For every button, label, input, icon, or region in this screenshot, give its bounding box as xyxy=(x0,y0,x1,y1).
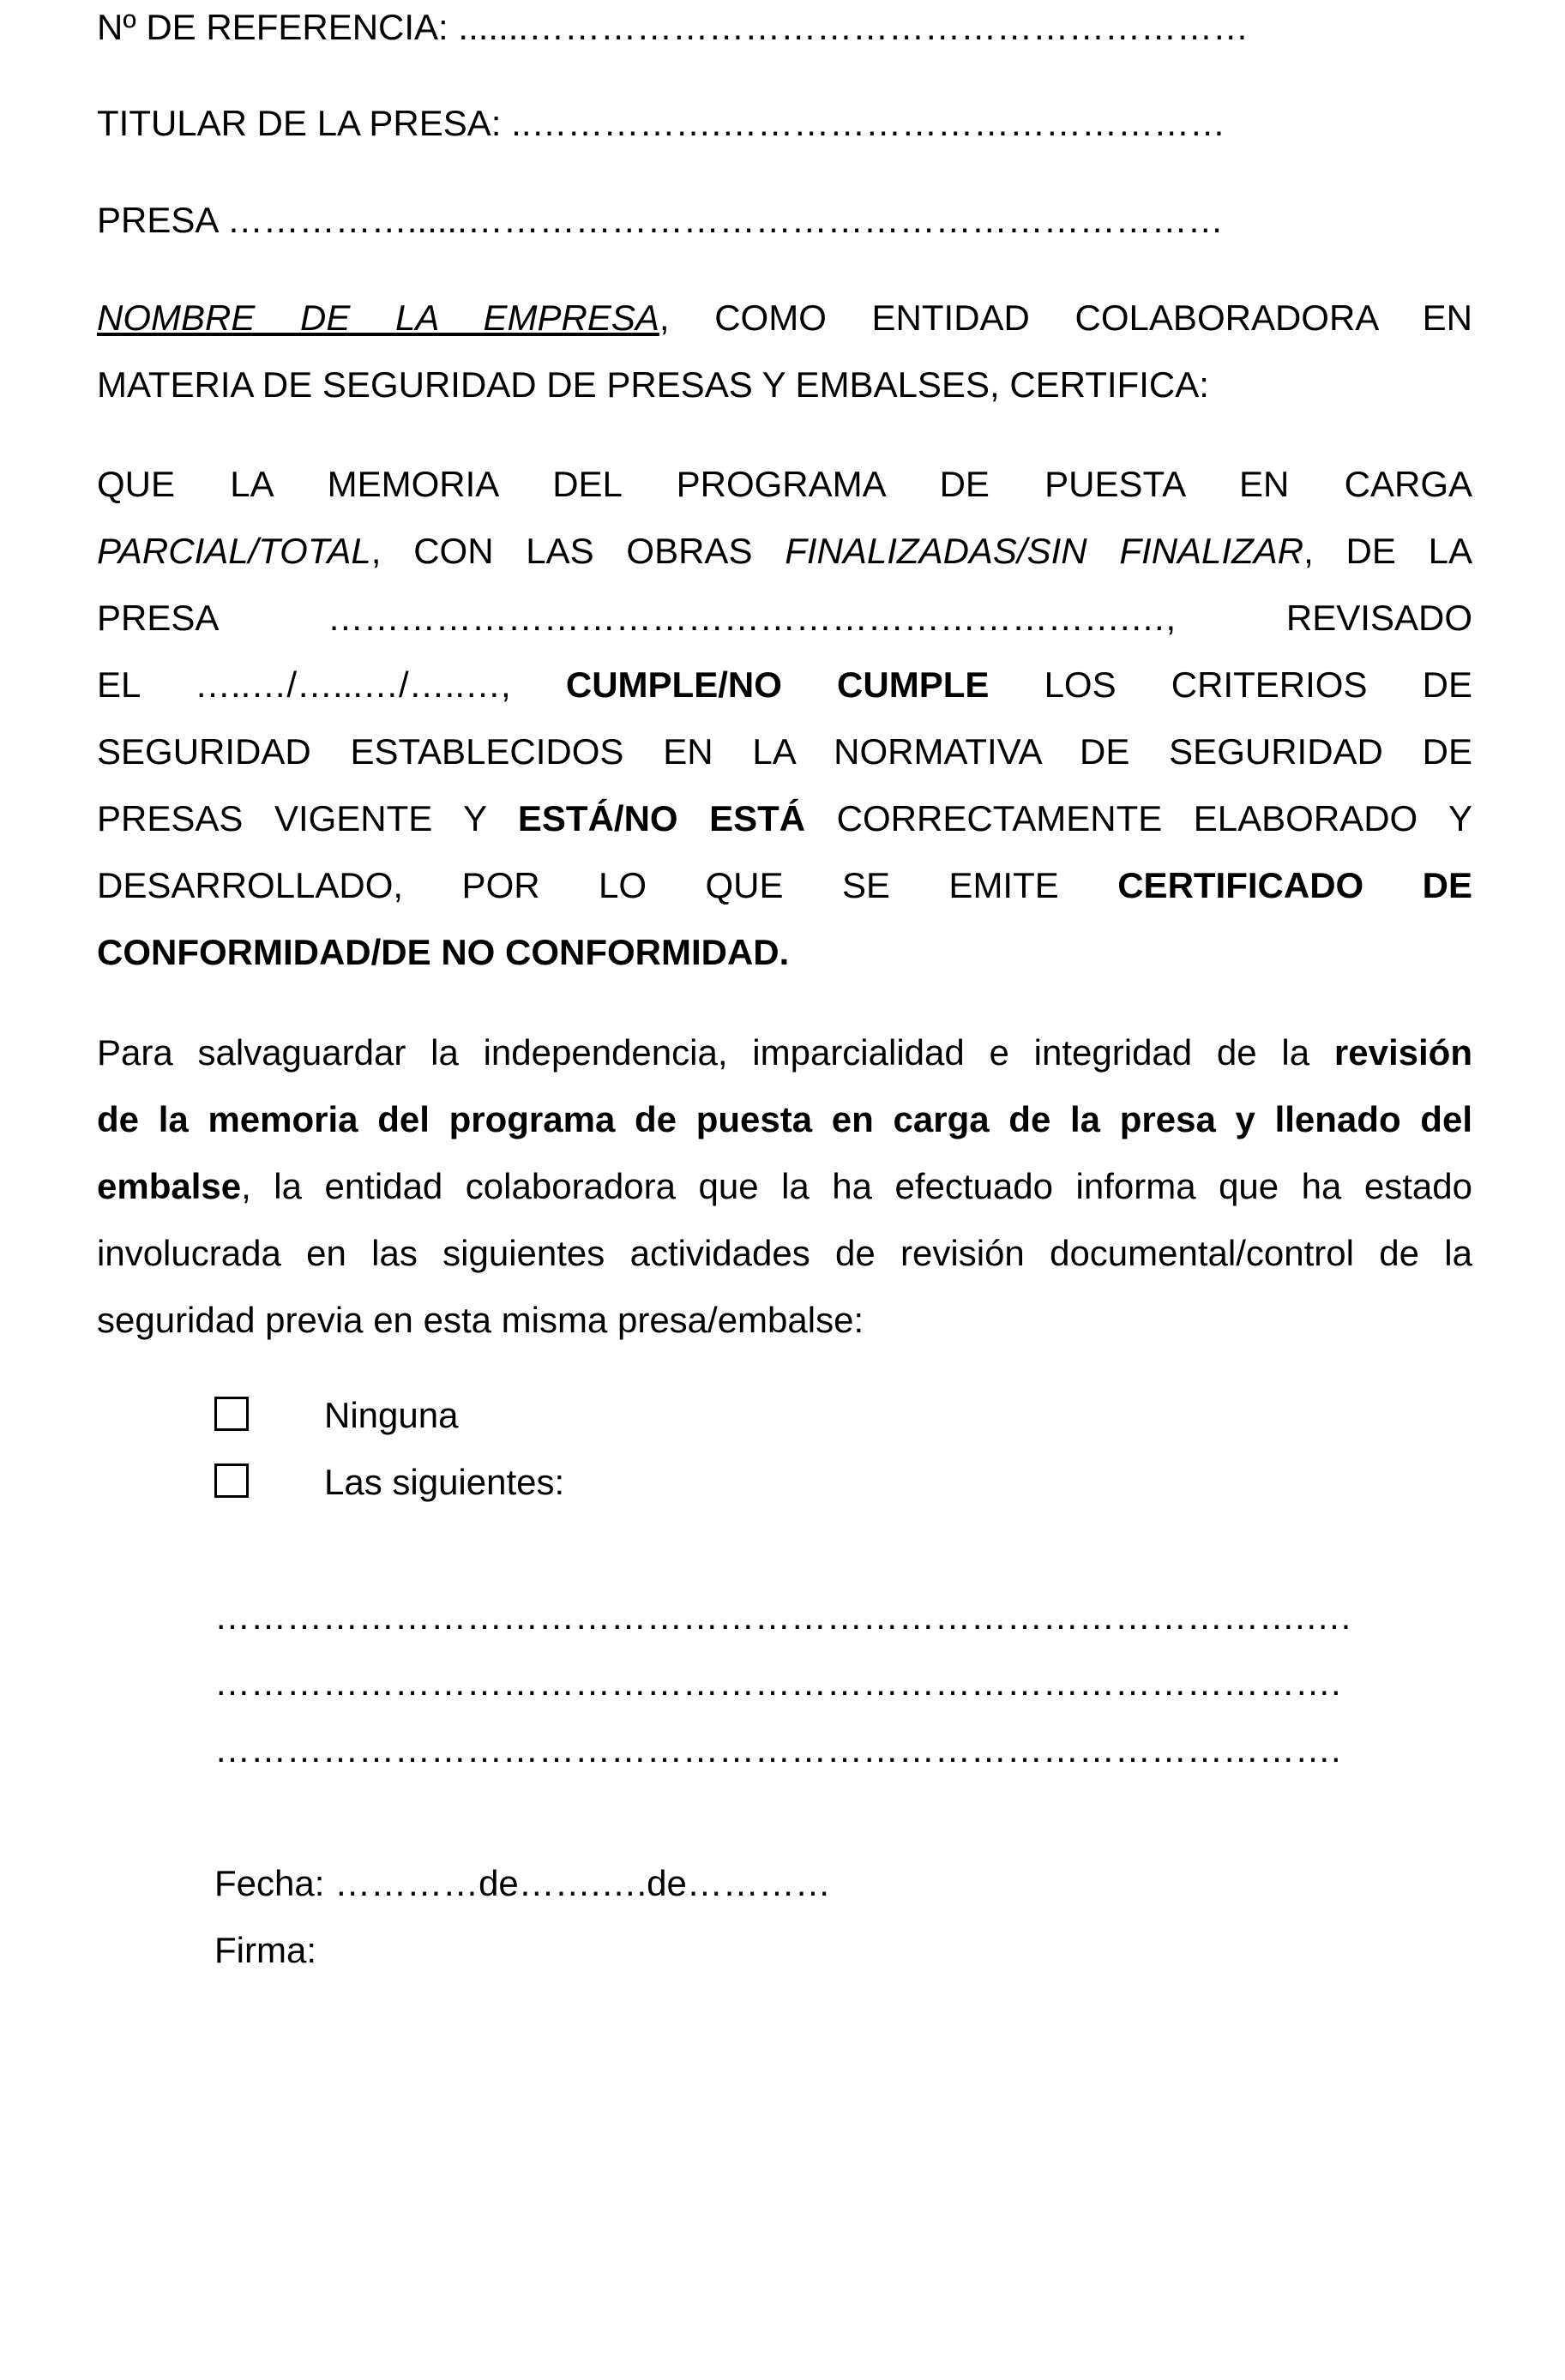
certifica-line-6 xyxy=(97,798,1472,838)
las-siguientes-label: Las siguientes: xyxy=(324,1462,565,1502)
para-line-4: involucrada en las siguientes actividades de revisión documental/control de la xyxy=(97,1233,1472,1273)
intro-line-1-rest: , COMO ENTIDAD COLABORADORA EN xyxy=(659,298,1472,338)
esta-text: ESTÁ/NO ESTÁ xyxy=(517,798,806,838)
cumple-text: CUMPLE/NO CUMPLE xyxy=(565,664,990,705)
para-line-3-b: , la entidad colaboradora que la ha efectuado informa que ha estado xyxy=(241,1166,1472,1206)
certifica-line-2 xyxy=(97,533,1472,569)
para-line-1-a: Para salvaguardar la independencia, imparcialidad e integridad de la xyxy=(97,1032,1334,1073)
revisado-date[interactable]: EL …..…/…...…/…..…, xyxy=(97,664,511,705)
certifica-line-6-a: PRESAS VIGENTE Y xyxy=(97,798,518,838)
certifica-line-4-c: LOS CRITERIOS DE xyxy=(1044,664,1473,705)
certifica-line-7 xyxy=(97,865,1472,905)
certifica-line-3[interactable]: PRESA ………………………………………………………….…, REVISADO xyxy=(97,598,1472,638)
certificado-text: CERTIFICADO DE xyxy=(1117,865,1472,905)
embalse-text: embalse xyxy=(97,1166,242,1206)
empresa-name: NOMBRE DE LA EMPRESA xyxy=(97,298,659,338)
revision-text: revisión xyxy=(1333,1032,1472,1073)
para-line-3 xyxy=(97,1166,1472,1206)
certifica-line-2-b: , CON LAS OBRAS xyxy=(370,531,786,571)
certifica-line-7-a: DESARROLLADO, POR LO QUE SE EMITE xyxy=(97,865,1059,905)
certifica-line-6-c: CORRECTAMENTE ELABORADO Y xyxy=(805,798,1472,838)
finalizadas-text: FINALIZADAS/SIN FINALIZAR xyxy=(785,531,1304,571)
intro-line-2: MATERIA DE SEGURIDAD DE PRESAS Y EMBALSES, CERTIFICA: xyxy=(97,364,1209,405)
certifica-line-5: SEGURIDAD ESTABLECIDOS EN LA NORMATIVA DE SEGURIDAD DE xyxy=(97,731,1472,772)
para-line-2: de la memoria del programa de puesta en carga de la presa y llenado del xyxy=(97,1099,1472,1139)
blank-line-3[interactable]: …………………………………………………………………………………. xyxy=(214,1729,1341,1770)
option-ninguna[interactable] xyxy=(214,1395,459,1435)
referencia-field[interactable]: Nº DE REFERENCIA: .......…………………………………………………… xyxy=(97,7,1249,47)
intro-line-1 xyxy=(97,300,1472,336)
certifica-line-1: QUE LA MEMORIA DEL PROGRAMA DE PUESTA EN CARGA xyxy=(97,464,1472,504)
fecha-field[interactable]: Fecha: …………de…….….de………… xyxy=(214,1863,831,1903)
certifica-line-2-d: , DE LA xyxy=(1303,531,1472,571)
blank-line-2[interactable]: …………………………………………………………………………………. xyxy=(214,1662,1341,1703)
las-siguientes-checkbox[interactable] xyxy=(214,1463,249,1498)
firma-label: Firma: xyxy=(214,1930,316,1970)
para-line-1 xyxy=(97,1032,1472,1073)
ninguna-checkbox[interactable] xyxy=(214,1397,249,1431)
certifica-line-8: CONFORMIDAD/DE NO CONFORMIDAD. xyxy=(97,932,790,972)
ninguna-label: Ninguna xyxy=(324,1395,459,1435)
blank-line-1[interactable]: ……………………………………………………………………………….…. xyxy=(214,1596,1351,1637)
certifica-line-4 xyxy=(97,664,1473,705)
presa-field[interactable]: PRESA ……………......……………………………………………………… xyxy=(97,200,1224,240)
option-las-siguientes[interactable] xyxy=(214,1462,565,1502)
parcial-total-text: PARCIAL/TOTAL xyxy=(97,531,371,571)
para-line-5: seguridad previa en esta misma presa/embalse: xyxy=(97,1300,864,1340)
titular-field[interactable]: TITULAR DE LA PRESA: ..…………….…………………………………… xyxy=(97,103,1226,143)
